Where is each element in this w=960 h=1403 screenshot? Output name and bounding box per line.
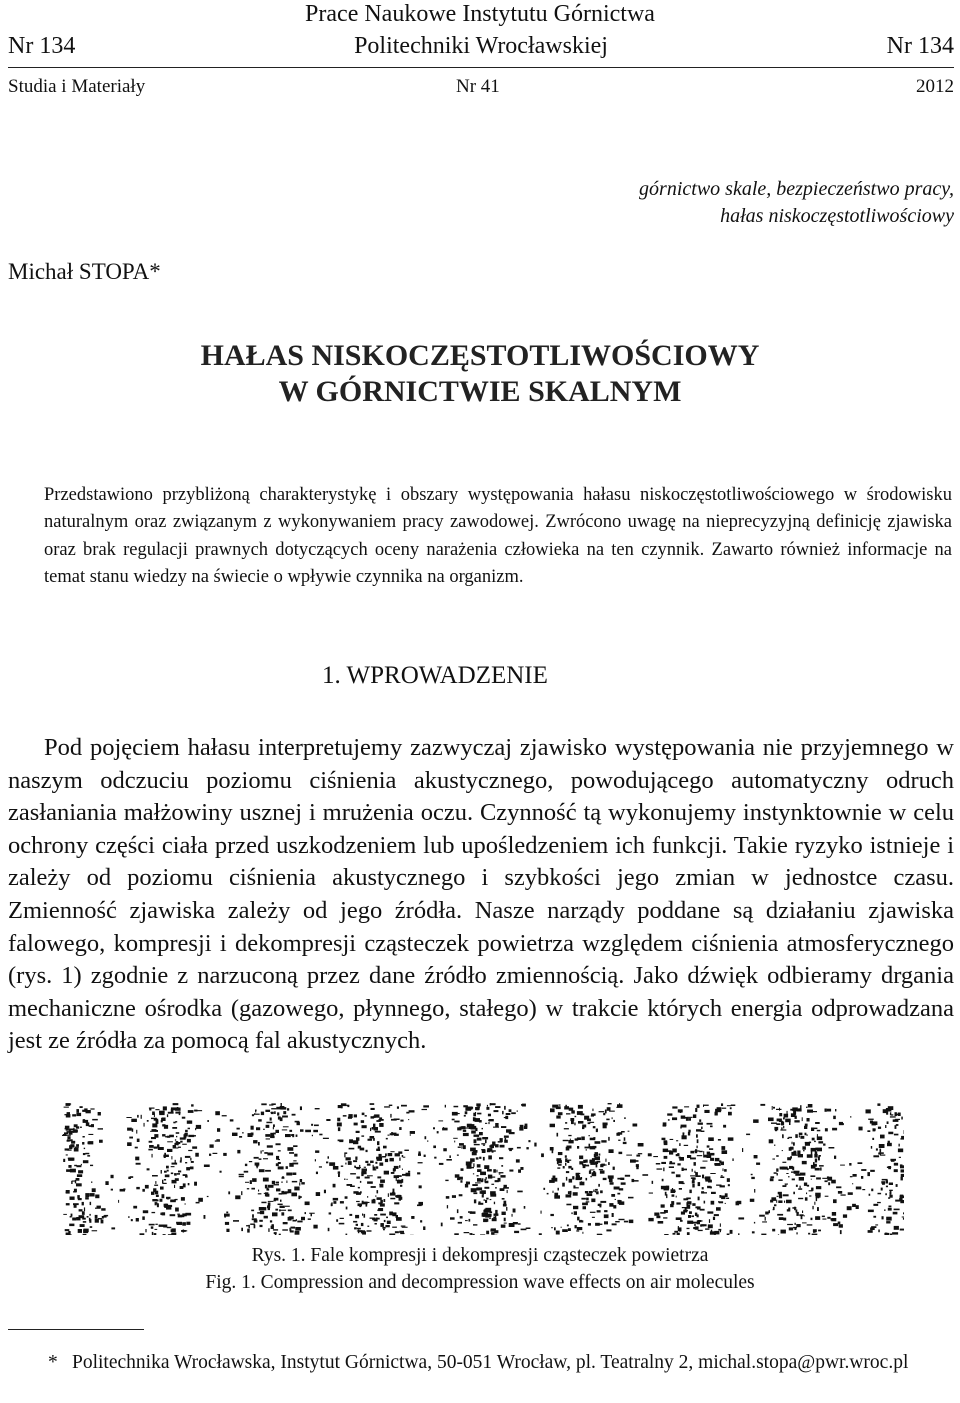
issue-number-left: Nr 134 [8,33,76,59]
footnote-text: Politechnika Wrocławska, Instytut Górnictwa, 50-051 Wrocław, pl. Teatralny 2, michal.stopa@pwr.wroc.pl [72,1352,909,1373]
section-heading: 1. WPROWADZENIE [322,662,548,689]
institute-name-line2: Politechniki Wrocławskiej [354,33,608,59]
paper-title-line2: W GÓRNICTWIE SKALNYM [278,375,682,408]
footnote-rule [8,1329,144,1330]
institute-name-line1: Prace Naukowe Instytutu Górnictwa [305,1,655,27]
keywords-line1: górnictwo skale, bezpieczeństwo pracy, [639,178,954,200]
figure-caption-pl: Rys. 1. Fale kompresji i dekompresji cząsteczek powietrza [251,1245,709,1266]
abstract [44,482,952,592]
issue-number-right: Nr 134 [886,33,954,59]
figure-compression-waves [62,1103,904,1235]
series-number: Nr 41 [456,76,500,97]
footnote [48,1349,948,1377]
body-text [8,732,954,1058]
author-name: Michał STOPA* [8,259,161,284]
keywords-line2: hałas niskoczęstotliwościowy [720,205,954,227]
series-row [8,75,954,99]
abstract-text: Przedstawiono przybliżoną charakterystykę i obszary występowania hałasu niskoczęstotliwościowego w środowisku naturalnym oraz związanym z wykonywaniem pracy zawodowej. Zwrócono uwagę na nieprecyzyjną definicję zjawiska oraz brak regulacji prawnych dotyczących oceny narażenia człowieka na ten czynnik. Zawarto również informacje na temat stanu wiedzy na świecie o wpływie czynnika na organizm. [44,485,952,588]
series-name: Studia i Materiały [8,76,146,97]
figure-caption-en: Fig. 1. Compression and decompression wave effects on air molecules [205,1272,755,1293]
compression-wave-image [62,1103,904,1235]
header-row [8,32,954,60]
publication-year: 2012 [916,76,954,97]
body-paragraph: Pod pojęciem hałasu interpretujemy zazwyczaj zjawisko występowania nie przyjemnego w naszym odczuciu poziomu ciśnienia akustycznego, powodującego automatyczny odruch zasłaniania małżowiny usznej i mrużenia oczu. Czynność tą wykonujemy instynktownie w celu ochrony części ciała przed uszkodzeniem lub upośledzeniem ich funkcji. Takie ryzyko istnieje i zależy od poziomu ciśnienia akustycznego i szybkości jego zmian w jednostce czasu. Zmienność zjawiska zależy od jego źródła. Nasze narządy poddane są działaniu zjawiska falowego, kompresji i dekompresji cząsteczek powietrza względem ciśnienia atmosferycznego (rys. 1) zgodnie z narzuconą przez dane źródło zmiennością. Jako dźwięk odbieramy drgania mechaniczne ośrodka (gazowego, płynnego, stałego) w trakcie których energia odprowadzana jest ze źródła za pomocą fal akustycznych. [8,734,954,1055]
paper-title-line1: HAŁAS NISKOCZĘSTOTLIWOŚCIOWY [200,339,760,372]
header-rule [8,67,954,68]
footnote-marker: * [48,1352,58,1373]
